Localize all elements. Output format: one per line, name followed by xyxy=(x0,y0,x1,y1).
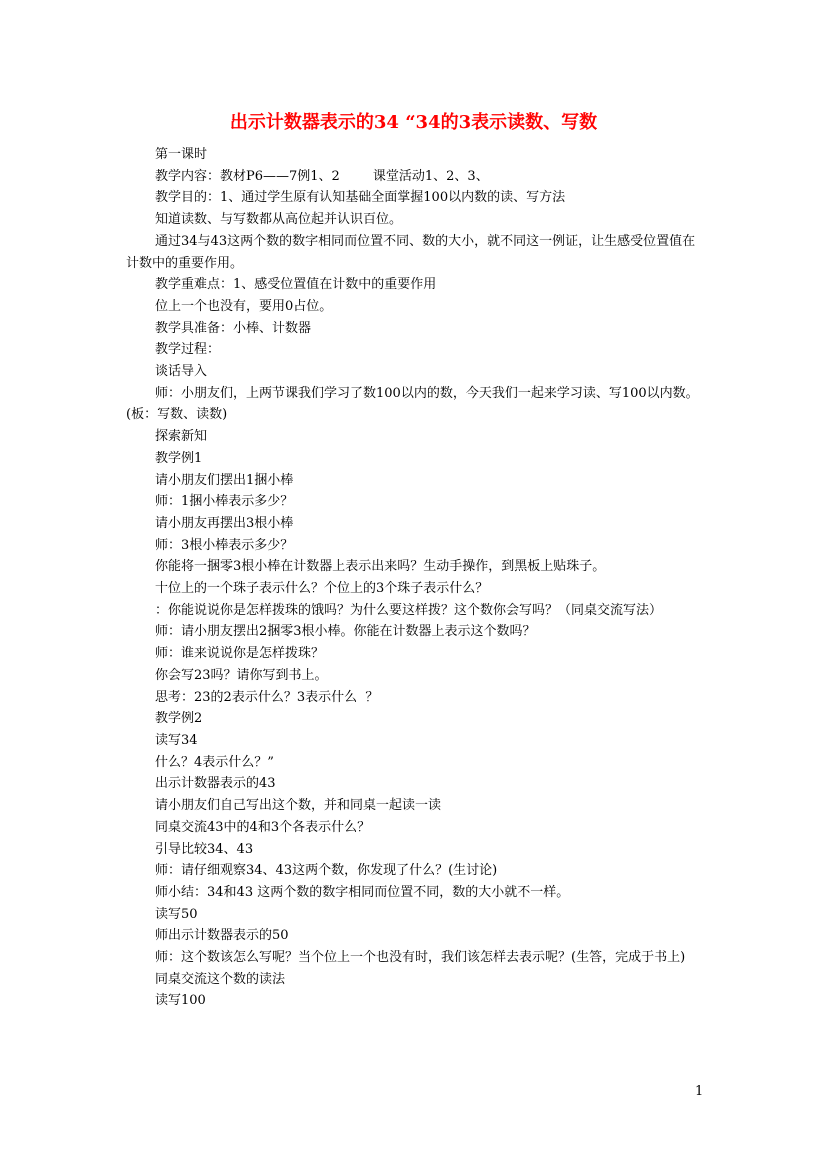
text-line: 教学内容：教材P6——7例1、2 课堂活动1、2、3、 xyxy=(155,168,489,184)
text-line: 请小朋友们自己写出这个数，并和同桌一起读一读 xyxy=(155,798,442,814)
document-body xyxy=(126,144,706,1012)
text-line: 师：1捆小棒表示多少？ xyxy=(155,494,294,510)
text-line: 师：请小朋友摆出2捆零3根小棒。你能在计数器上表示这个数吗？ xyxy=(155,624,536,640)
text-line: 谈话导入 xyxy=(155,364,208,380)
text-line: 出示计数器表示的43 xyxy=(155,776,276,792)
page-title: 出示计数器表示的34 “34的3表示读数、写数 xyxy=(229,112,598,133)
text-line: 什么？4表示什么？” xyxy=(155,754,274,770)
text-line: 教学重难点：1、感受位置值在计数中的重要作用 xyxy=(155,277,437,293)
text-line: 探索新知 xyxy=(155,429,208,445)
text-paragraph: ：你能说说你是怎样拨珠的饿吗？为什么要这样拨？这个数你会写吗？（同桌交流写法） xyxy=(155,602,663,618)
text-line: 请小朋友再摆出3根小棒 xyxy=(155,515,294,531)
text-line: 第一课时 xyxy=(155,147,208,162)
text-line: 同桌交流43中的4和3个各表示什么？ xyxy=(155,819,371,835)
text-line: 教学目的：1、通过学生原有认知基础全面掌握100以内数的读、写方法 xyxy=(155,190,566,206)
text-line: 你能将一捆零3根小棒在计数器上表示出来吗？生动手操作，到黑板上贴珠子。 xyxy=(155,559,606,575)
text-line: 引导比较34、43 xyxy=(155,841,254,857)
text-line: 思考：23的2表示什么？3表示什么 ？ xyxy=(155,689,379,705)
text-line: 请小朋友们摆出1捆小棒 xyxy=(155,472,294,488)
text-line: 读写34 xyxy=(155,732,198,748)
text-line: 同桌交流这个数的读法 xyxy=(155,971,286,987)
text-line: 教学具准备：小棒、计数器 xyxy=(155,320,312,336)
text-paragraph: 通过34与43这两个数的数字相同而位置不同、数的大小，就不同这一例证，让生感受位置值在计数中的重要作用。 xyxy=(126,233,696,271)
text-line: 教学过程： xyxy=(155,342,221,358)
text-paragraph: 师：这个数该怎么写呢？当个位上一个也没有时，我们该怎样去表示呢？(生答，完成于书上) xyxy=(155,950,686,966)
text-line: 师出示计数器表示的50 xyxy=(155,928,289,944)
text-line: 教学例2 xyxy=(155,711,203,727)
text-paragraph: 师：小朋友们，上两节课我们学习了数100以内的数，今天我们一起来学习读、写100以内数。(板：写数、读数) xyxy=(126,385,699,423)
text-line: 读写100 xyxy=(155,993,206,1009)
text-line: 位上一个也没有，要用0占位。 xyxy=(155,298,333,314)
text-line: 师：谁来说说你是怎样拨珠？ xyxy=(155,646,325,662)
text-line: 你会写23吗？请你写到书上。 xyxy=(155,667,328,683)
text-line: 教学例1 xyxy=(155,450,203,466)
text-line: 师小结：34和43 这两个数的数字相同而位置不同，数的大小就不一样。 xyxy=(155,884,570,900)
text-line: 十位上的一个珠子表示什么？个位上的3个珠子表示什么？ xyxy=(155,581,489,597)
text-line: 读写50 xyxy=(155,906,198,922)
text-line: 师：请仔细观察34、43这两个数，你发现了什么？(生讨论) xyxy=(155,863,498,879)
text-line: 师：3根小棒表示多少？ xyxy=(155,537,294,553)
page-number: 1 xyxy=(695,1084,704,1099)
text-line: 知道读数、与写数都从高位起并认识百位。 xyxy=(155,212,403,228)
